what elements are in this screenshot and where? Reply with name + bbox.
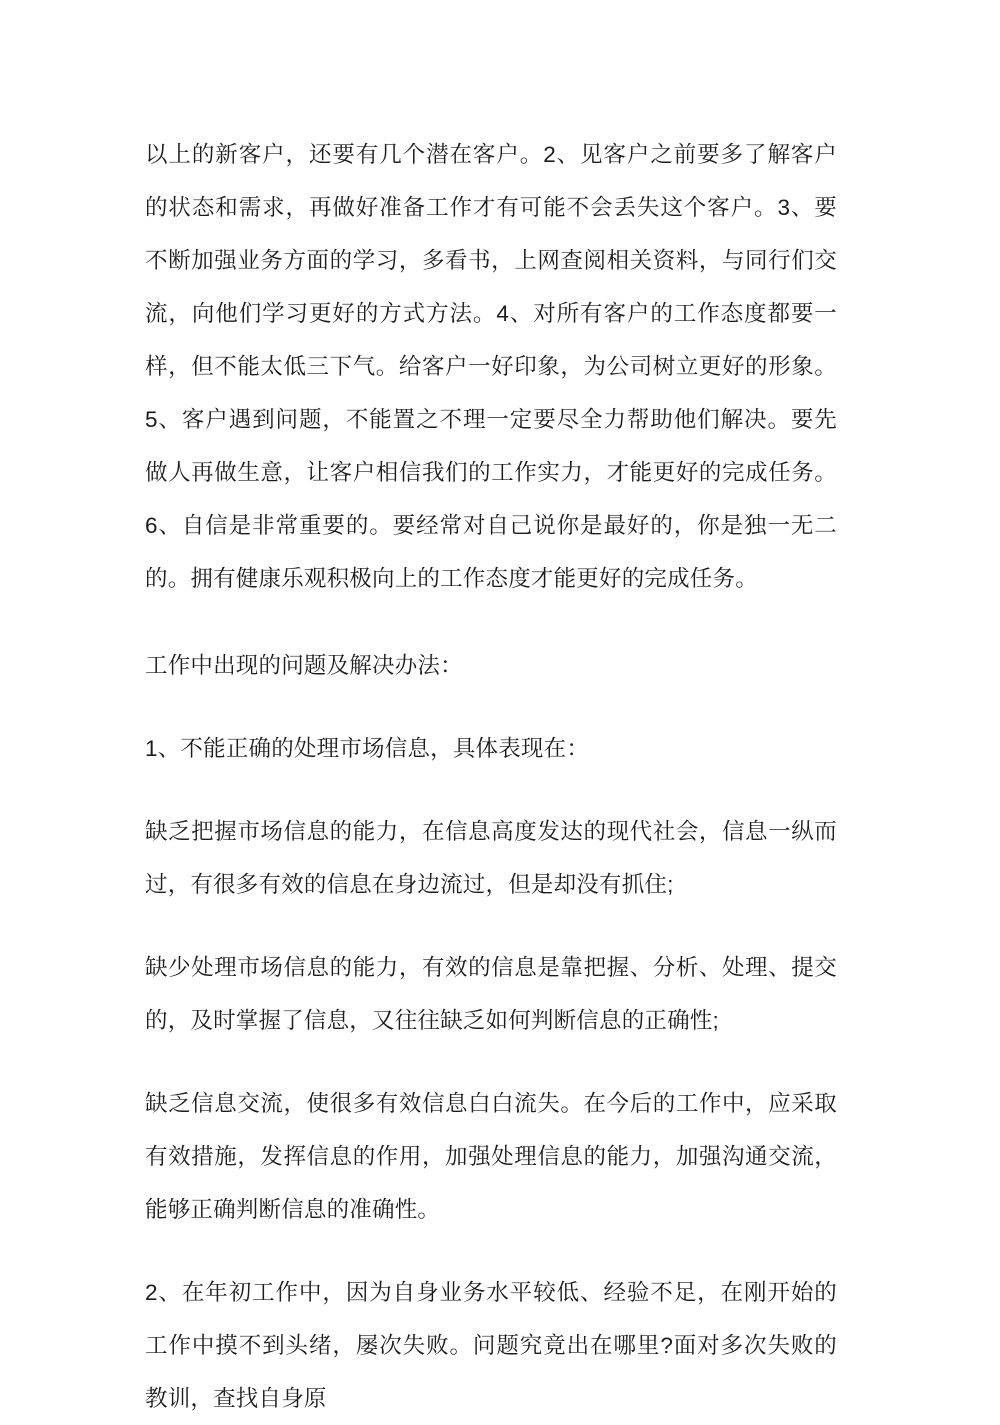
document-text-body [145, 128, 837, 1425]
paragraph-problem-item-1: 1、不能正确的处理市场信息，具体表现在： [145, 736, 590, 761]
paragraph-problem-1-detail-a: 缺乏把握市场信息的能力，在信息高度发达的现代社会，信息一纵而过，有很多有效的信息在身边流过，但是却没有抓住; [145, 819, 837, 897]
paragraph-carryover-client-tips: 以上的新客户，还要有几个潜在客户。2、见客户之前要多了解客户的状态和需求，再做好准备工作才有可能不会丢失这个客户。3、要不断加强业务方面的学习，多看书，上网查阅相关资料，与同行们交流，向他们学习更好的方式方法。4、对所有客户的工作态度都要一样，但不能太低三下气。给客户一好印象，为公司树立更好的形象。5、客户遇到问题，不能置之不理一定要尽全力帮助他们解决。要先做人再做生意，让客户相信我们的工作实力，才能更好的完成任务。6、自信是非常重要的。要经常对自己说你是最好的，你是独一无二的。拥有健康乐观积极向上的工作态度才能更好的完成任务。 [145, 142, 837, 591]
paragraph-section-heading-problems: 工作中出现的问题及解决办法： [145, 653, 463, 678]
paragraph-problem-item-2: 2、在年初工作中，因为自身业务水平较低、经验不足，在刚开始的工作中摸不到头绪，屡次失败。问题究竟出在哪里?面对多次失败的教训，查找自身原 [145, 1280, 837, 1411]
paragraph-problem-1-detail-c: 缺乏信息交流，使很多有效信息白白流失。在今后的工作中，应采取有效措施，发挥信息的作用，加强处理信息的能力，加强沟通交流，能够正确判断信息的准确性。 [145, 1091, 837, 1222]
paragraph-problem-1-detail-b: 缺少处理市场信息的能力，有效的信息是靠把握、分析、处理、提交的，及时掌握了信息，又往往缺乏如何判断信息的正确性; [145, 955, 837, 1033]
